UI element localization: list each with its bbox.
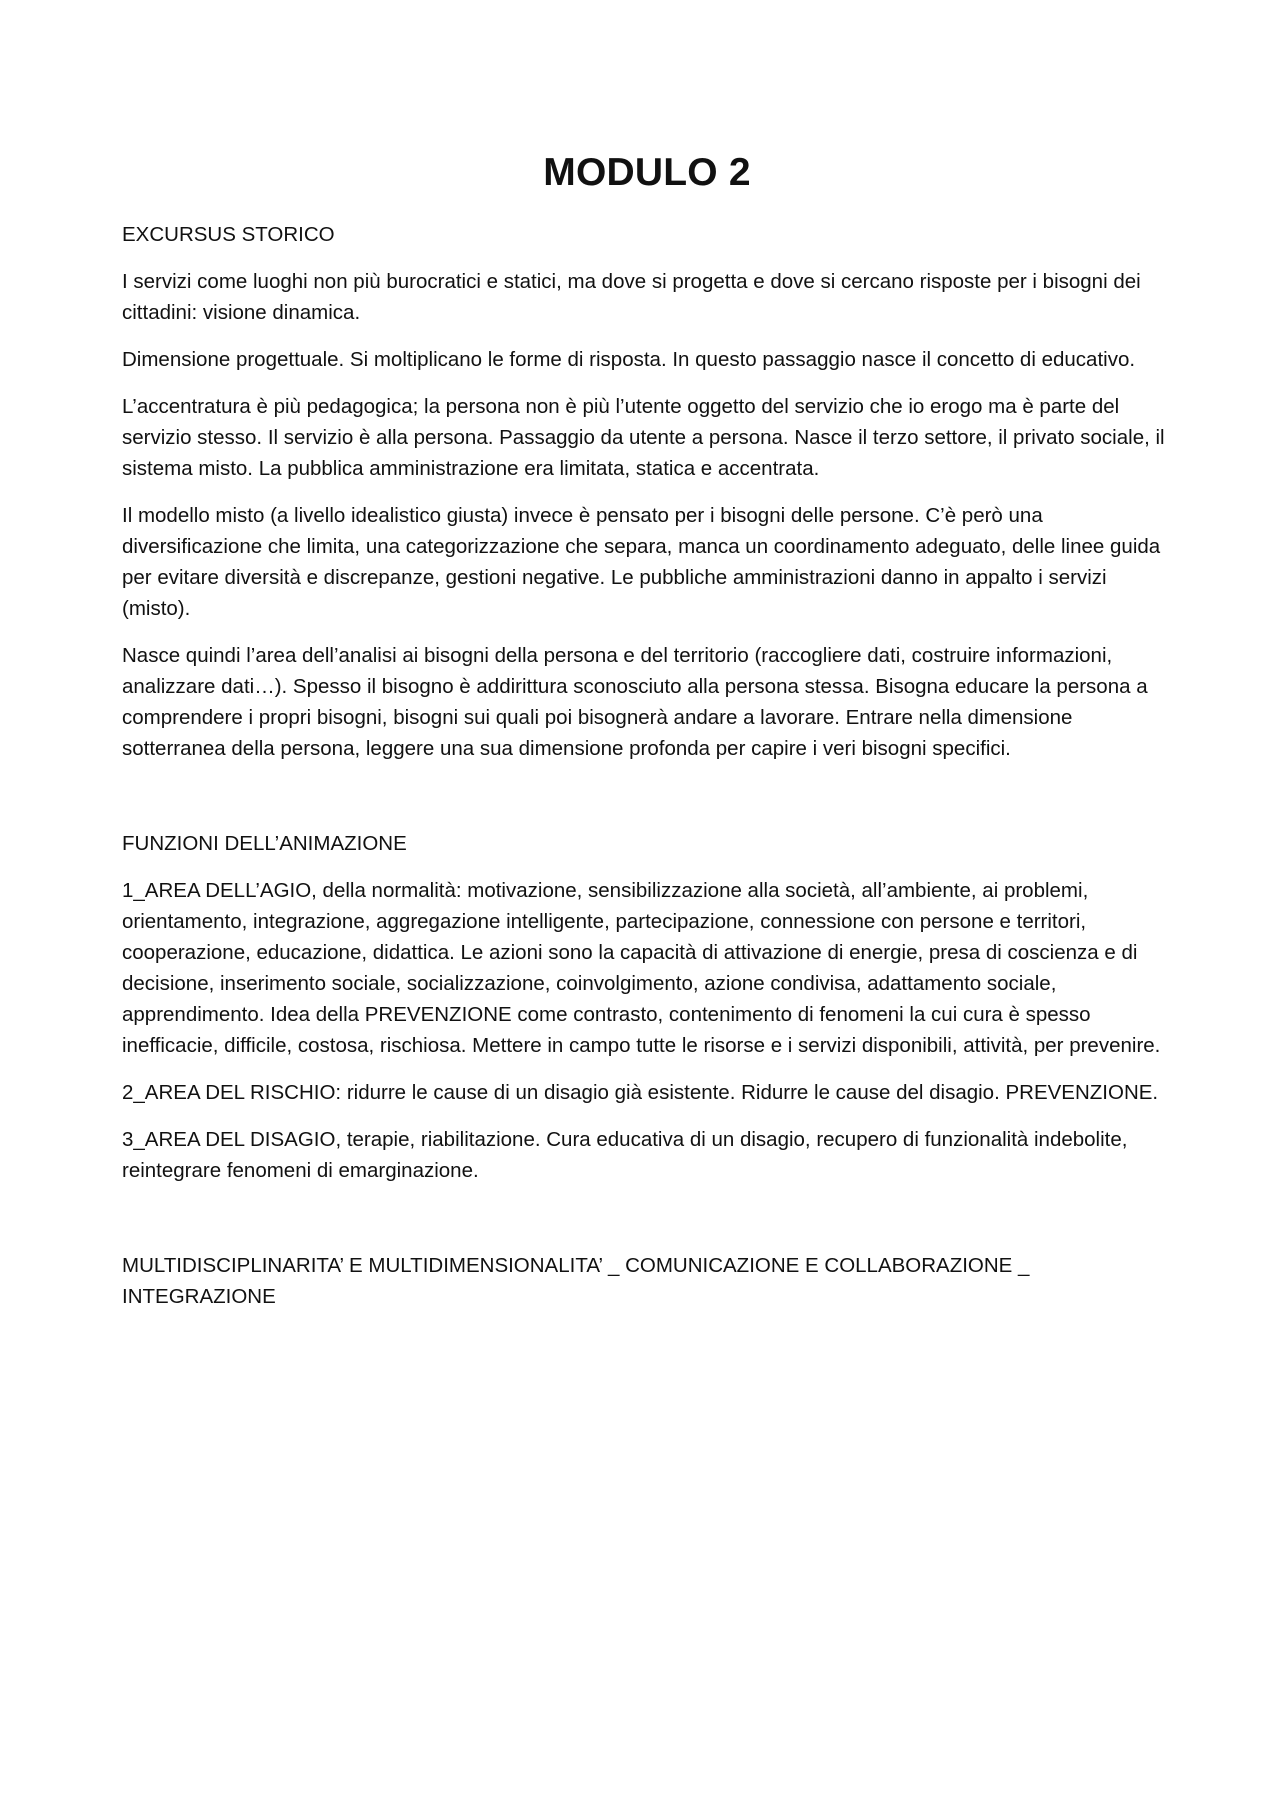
paragraph: Il modello misto (a livello idealistico giusta) invece è pensato per i bisogni delle persone. C’è però una diversificazione che limita, una categorizzazione che separa, manca un coordinamento adeguato, delle linee guida per evitare diversità e discrepanze, gestioni negative. Le pubbliche amministrazioni danno in appalto i servizi (misto).	[122, 503, 1161, 620]
paragraph: 1_AREA DELL’AGIO, della normalità: motivazione, sensibilizzazione alla società, all’ambiente, ai problemi, orientamento, integrazione, aggregazione intelligente, partecipazione, connessione con persone e territori, cooperazione, educazione, didattica. Le azioni sono la capacità di attivazione di energie, presa di coscienza e di decisione, inserimento sociale, socializzazione, coinvolgimento, azione condivisa, adattamento sociale, apprendimento. Idea della PREVENZIONE come contrasto, contenimento di fenomeni la cui cura è spesso inefficacie, difficile, costosa, rischiosa. Mettere in campo tutte le risorse e i servizi disponibili, attività, per prevenire.	[122, 878, 1161, 1057]
section-heading-funzioni: FUNZIONI DELL’ANIMAZIONE	[122, 831, 407, 855]
spacer	[122, 780, 1172, 828]
section-heading-excursus: EXCURSUS STORICO	[122, 222, 335, 246]
paragraph: Nasce quindi l’area dell’analisi ai bisogni della persona e del territorio (raccogliere dati, costruire informazioni, analizzare dati…). Spesso il bisogno è addirittura sconosciuto alla persona stessa. Bisogna educare la persona a comprendere i propri bisogni, bisogni sui quali poi bisognerà andare a lavorare. Entrare nella dimensione sotterranea della persona, leggere una sua dimensione profonda per capire i veri bisogni specifici.	[122, 643, 1148, 760]
paragraph: 3_AREA DEL DISAGIO, terapie, riabilitazione. Cura educativa di un disagio, recupero di funzionalità indebolite, reintegrare fenomeni di emarginazione.	[122, 1127, 1128, 1182]
paragraph: I servizi come luoghi non più burocratici e statici, ma dove si progetta e dove si cercano risposte per i bisogni dei cittadini: visione dinamica.	[122, 269, 1141, 324]
paragraph: L’accentratura è più pedagogica; la persona non è più l’utente oggetto del servizio che io erogo ma è parte del servizio stesso. Il servizio è alla persona. Passaggio da utente a persona. Nasce il terzo settore, il privato sociale, il sistema misto. La pubblica amministrazione era limitata, statica e accentrata.	[122, 394, 1165, 480]
spacer	[122, 1202, 1172, 1250]
document-body	[122, 150, 1172, 1328]
paragraph: Dimensione progettuale. Si moltiplicano le forme di risposta. In questo passaggio nasce il concetto di educativo.	[122, 347, 1136, 371]
section-heading-multidisciplinarita: MULTIDISCIPLINARITA’ E MULTIDIMENSIONALITA’ _ COMUNICAZIONE E COLLABORAZIONE _ INTEGRAZIONE	[122, 1253, 1030, 1308]
page-title: MODULO 2	[543, 151, 751, 194]
paragraph: 2_AREA DEL RISCHIO: ridurre le cause di un disagio già esistente. Ridurre le cause del disagio. PREVENZIONE.	[122, 1080, 1159, 1104]
